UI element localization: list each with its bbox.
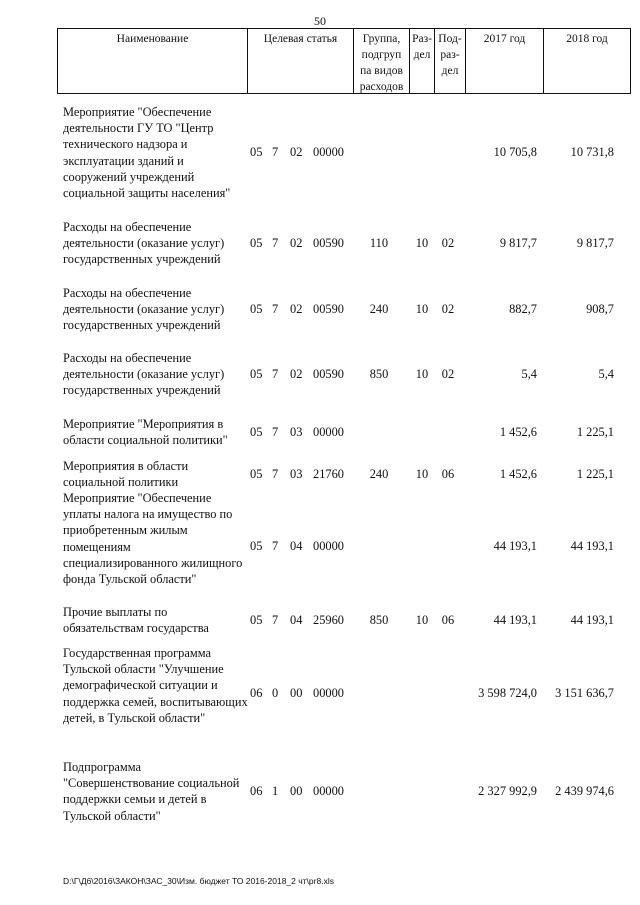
amount-2018: 5,4 bbox=[598, 367, 614, 381]
target-code-program: 05 bbox=[250, 302, 263, 316]
subsection: 02 bbox=[441, 302, 455, 316]
target-code-direction: 00000 bbox=[313, 145, 344, 159]
file-path-footer: D:\Г\Д6\2016\ЗАКОН\ЗАС_30\Изм. бюджет ТО 2016-2018_2 чт\pr8.xls bbox=[63, 876, 334, 886]
section: 10 bbox=[415, 467, 429, 481]
row-name: Мероприятие "Обеспечение уплаты налога на имущество по приобретенным жилым помещениям специализированного жилищного фонда Тульской области" bbox=[63, 491, 243, 587]
target-code-program: 06 bbox=[250, 784, 263, 798]
target-code-direction: 00590 bbox=[313, 302, 344, 316]
row-name: Мероприятие "Обеспечение деятельности ГУ ТО "Центр технического надзора и эксплуатации зданий и сооружений учреждений социальной защиты населения" bbox=[63, 105, 231, 201]
amount-2017: 882,7 bbox=[509, 302, 537, 316]
amount-2017: 1 452,6 bbox=[499, 425, 537, 439]
target-code-subprogram: 7 bbox=[272, 236, 279, 250]
header-year-2017: 2017 год bbox=[466, 29, 544, 93]
target-code-direction: 25960 bbox=[313, 613, 344, 627]
expense-group: 850 bbox=[369, 613, 389, 627]
target-code-event: 03 bbox=[290, 425, 303, 439]
amount-2018: 1 225,1 bbox=[576, 467, 614, 481]
expense-group: 240 bbox=[369, 467, 389, 481]
subsection: 02 bbox=[441, 236, 455, 250]
amount-2018: 44 193,1 bbox=[570, 613, 614, 627]
target-code-subprogram: 7 bbox=[272, 145, 279, 159]
target-code-program: 05 bbox=[250, 613, 263, 627]
header-subsection: Под- раз- дел bbox=[435, 29, 466, 93]
amount-2018: 2 439 974,6 bbox=[555, 784, 614, 798]
amount-2018: 3 151 636,7 bbox=[555, 686, 614, 700]
page-number: 50 bbox=[314, 14, 326, 28]
target-code-subprogram: 7 bbox=[272, 613, 279, 627]
row-name: Подпрограмма "Совершенствование социальной поддержки семьи и детей в Тульской области" bbox=[63, 760, 240, 823]
row-name: Мероприятие "Мероприятия в области социальной политики" bbox=[63, 417, 228, 448]
target-code-event: 02 bbox=[290, 302, 303, 316]
target-code-event: 03 bbox=[290, 467, 303, 481]
row-name: Расходы на обеспечение деятельности (оказание услуг) государственных учреждений bbox=[63, 220, 225, 267]
target-code-program: 05 bbox=[250, 467, 263, 481]
expense-group: 240 bbox=[369, 302, 389, 316]
amount-2017: 2 327 992,9 bbox=[478, 784, 537, 798]
target-code-event: 02 bbox=[290, 236, 303, 250]
target-code-event: 00 bbox=[290, 686, 303, 700]
amount-2017: 1 452,6 bbox=[499, 467, 537, 481]
header-name: Наименование bbox=[58, 29, 248, 93]
target-code-event: 00 bbox=[290, 784, 303, 798]
target-code-direction: 00000 bbox=[313, 686, 344, 700]
target-code-direction: 21760 bbox=[313, 467, 344, 481]
section: 10 bbox=[415, 236, 429, 250]
target-code-subprogram: 1 bbox=[272, 784, 279, 798]
target-code-program: 06 bbox=[250, 686, 263, 700]
target-code-subprogram: 7 bbox=[272, 302, 279, 316]
target-code-event: 02 bbox=[290, 145, 303, 159]
amount-2018: 1 225,1 bbox=[576, 425, 614, 439]
row-name: Расходы на обеспечение деятельности (оказание услуг) государственных учреждений bbox=[63, 286, 225, 333]
expense-group: 850 bbox=[369, 367, 389, 381]
target-code-direction: 00000 bbox=[313, 784, 344, 798]
target-code-direction: 00000 bbox=[313, 539, 344, 553]
target-code-subprogram: 7 bbox=[272, 467, 279, 481]
section: 10 bbox=[415, 367, 429, 381]
target-code-subprogram: 7 bbox=[272, 539, 279, 553]
header-year-2018: 2018 год bbox=[566, 33, 608, 45]
header-section: Раз- дел bbox=[410, 29, 435, 93]
amount-2017: 9 817,7 bbox=[499, 236, 537, 250]
target-code-subprogram: 0 bbox=[272, 686, 279, 700]
target-code-subprogram: 7 bbox=[272, 425, 279, 439]
subsection: 06 bbox=[441, 613, 455, 627]
target-code-program: 05 bbox=[250, 367, 263, 381]
amount-2017: 10 705,8 bbox=[493, 145, 537, 159]
target-code-direction: 00590 bbox=[313, 367, 344, 381]
subsection: 06 bbox=[441, 467, 455, 481]
target-code-event: 04 bbox=[290, 539, 303, 553]
amount-2018: 44 193,1 bbox=[570, 539, 614, 553]
section: 10 bbox=[415, 613, 429, 627]
target-code-program: 05 bbox=[250, 236, 263, 250]
target-code-event: 04 bbox=[290, 613, 303, 627]
header-group: Группа, подгруп па видов расходов bbox=[354, 29, 410, 93]
amount-2017: 3 598 724,0 bbox=[478, 686, 537, 700]
amount-2017: 5,4 bbox=[521, 367, 537, 381]
expense-group: 110 bbox=[369, 236, 389, 250]
target-code-event: 02 bbox=[290, 367, 303, 381]
target-code-program: 05 bbox=[250, 425, 263, 439]
row-name: Прочие выплаты по обязательствам государства bbox=[63, 605, 209, 636]
subsection: 02 bbox=[441, 367, 455, 381]
row-name: Государственная программа Тульской области "Улучшение демографической ситуации и поддержка семей, воспитывающих детей, в Тульской области" bbox=[63, 646, 248, 725]
target-code-program: 05 bbox=[250, 539, 263, 553]
target-code-direction: 00000 bbox=[313, 425, 344, 439]
amount-2017: 44 193,1 bbox=[493, 613, 537, 627]
table-header bbox=[57, 28, 631, 94]
target-code-direction: 00590 bbox=[313, 236, 344, 250]
amount-2018: 908,7 bbox=[586, 302, 614, 316]
amount-2017: 44 193,1 bbox=[493, 539, 537, 553]
amount-2018: 9 817,7 bbox=[576, 236, 614, 250]
target-code-program: 05 bbox=[250, 145, 263, 159]
row-name: Мероприятия в области социальной политики bbox=[63, 459, 189, 490]
row-name: Расходы на обеспечение деятельности (оказание услуг) государственных учреждений bbox=[63, 351, 225, 398]
target-code-subprogram: 7 bbox=[272, 367, 279, 381]
amount-2018: 10 731,8 bbox=[570, 145, 614, 159]
section: 10 bbox=[415, 302, 429, 316]
header-target-article: Целевая статья bbox=[248, 29, 354, 93]
